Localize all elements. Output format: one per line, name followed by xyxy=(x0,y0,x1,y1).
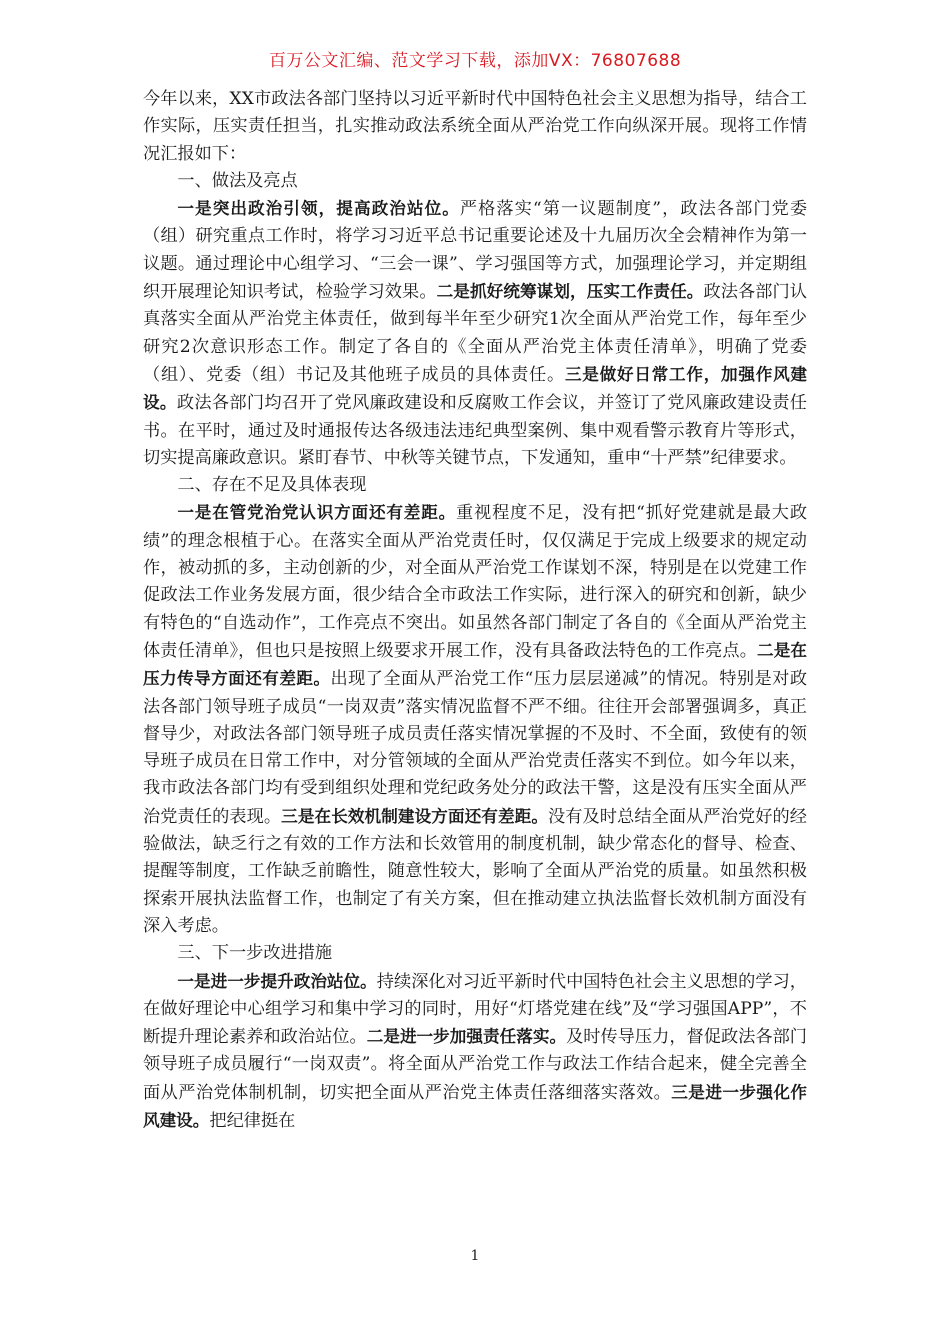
point-3-1-title: 一是进一步提升政治站位。 xyxy=(177,971,377,991)
point-1-3-text: 政法各部门均召开了党风廉政建设和反腐败工作会议，并签订了党风廉政建设责任书。在平时，通过及时通报传达各级违法违纪典型案例、集中观看警示教育片等形式，切实提高廉政意识。紧盯春节、中秋等关键节点，下发通知，重申“十严禁”纪律要求。 xyxy=(143,393,807,468)
point-2-2-text: 出现了全面从严治党工作“压力层层递减”的情况。特别是对政法各部门领导班子成员“一岗双责”落实情况监督不严不细。往往开会部署强调多，真正督导少，对政法各部门领导班子成员责任落实情况掌握的不及时、不全面，致使有的领导班子成员在日常工作中，对分管领域的全面从严治党责任落实不到位。如今年以来，我市政法各部门均有受到组织处理和党纪政务处分的政法干警，这是没有压实全面从严治党责任的表现。 xyxy=(143,669,808,827)
section-heading-1: 一、做法及亮点 xyxy=(177,170,298,191)
section-heading-3: 三、下一步改进措施 xyxy=(177,943,333,964)
page-number: 1 xyxy=(470,1248,480,1264)
section-heading-2: 二、存在不足及具体表现 xyxy=(177,475,367,496)
intro-paragraph: 今年以来，XX市政法各部门坚持以习近平新时代中国特色社会主义思想为指导，结合工作实际，压实责任担当，扎实推动政法系统全面从严治党工作向纵深开展。现将工作情况汇报如下： xyxy=(143,89,807,164)
document-body xyxy=(143,86,807,1135)
point-1-1-title: 一是突出政治引领，提高政治站位。 xyxy=(177,199,460,219)
point-1-3-title: 三是做好日常工作，加强作风建设。 xyxy=(143,364,808,413)
point-3-3-text: 把纪律挺在 xyxy=(209,1110,296,1131)
section-2-paragraph xyxy=(143,499,807,940)
point-2-1-title: 一是在管党治党认识方面还有差距。 xyxy=(177,503,457,523)
point-3-2-title: 二是进一步加强责任落实。 xyxy=(366,1027,567,1047)
section-1-paragraph xyxy=(143,195,807,472)
watermark-header: 百万公文汇编、范文学习下载，添加VX：76807688 xyxy=(268,51,682,71)
point-1-2-text: 政法各部门认真落实全面从严治党主体责任，做到每半年至少研究1次全面从严治党工作，每年至少研究2次意识形态工作。制定了各自的《全面从严治党主体责任清单》，明确了党委（组）、党委（组）书记及其他班子成员的具体责任。 xyxy=(143,282,807,385)
point-2-3-text: 没有及时总结全面从严治党好的经验做法，缺乏行之有效的工作方法和长效管用的制度机制，缺少常态化的督导、检查、提醒等制度，工作缺乏前瞻性，随意性较大，影响了全面从严治党的质量。如虽然积极探索开展执法监督工作，也制定了有关方案，但在推动建立执法监督长效机制方面没有深入考虑。 xyxy=(143,806,807,936)
point-2-1-text: 重视程度不足，没有把“抓好党建就是最大政绩”的理念根植于心。在落实全面从严治党责任时，仅仅满足于完成上级要求的规定动作，被动抓的多，主动创新的少，对全面从严治党工作谋划不深，特别是在以党建工作促政法工作业务发展方面，很少结合全市政法工作实际，进行深入的研究和创新，缺少有特色的“自选动作”，工作亮点不突出。如虽然各部门制定了各自的《全面从严治党主体责任清单》，但也只是按照上级要求开展工作，没有具备政法特色的工作亮点。 xyxy=(143,503,808,661)
point-3-2-text: 及时传导压力，督促政法各部门领导班子成员履行“一岗双责”。将全面从严治党工作与政法工作结合起来，健全完善全面从严治党体制机制，切实把全面从严治党主体责任落细落实落效。 xyxy=(143,1027,807,1103)
section-3-paragraph xyxy=(143,968,807,1136)
point-2-2-title: 二是在压力传导方面还有差距。 xyxy=(143,640,808,689)
point-1-1-text: 严格落实“第一议题制度”，政法各部门党委（组）研究重点工作时，将学习习近平总书记重要论述及十九届历次全会精神作为第一议题。通过理论中心组学习、“三会一课”、学习强国等方式，加强理论学习，并定期组织开展理论知识考试，检验学习效果。 xyxy=(143,199,808,303)
point-3-3-title: 三是进一步强化作风建设。 xyxy=(143,1082,807,1130)
point-1-2-title: 二是抓好统筹谋划，压实工作责任。 xyxy=(436,282,704,302)
point-3-1-text: 持续深化对习近平新时代中国特色社会主义思想的学习，在做好理论中心组学习和集中学习的同时，用好“灯塔党建在线”及“学习强国APP”，不断提升理论素养和政治站位。 xyxy=(143,971,807,1048)
point-2-3-title: 三是在长效机制建设方面还有差距。 xyxy=(281,806,548,826)
